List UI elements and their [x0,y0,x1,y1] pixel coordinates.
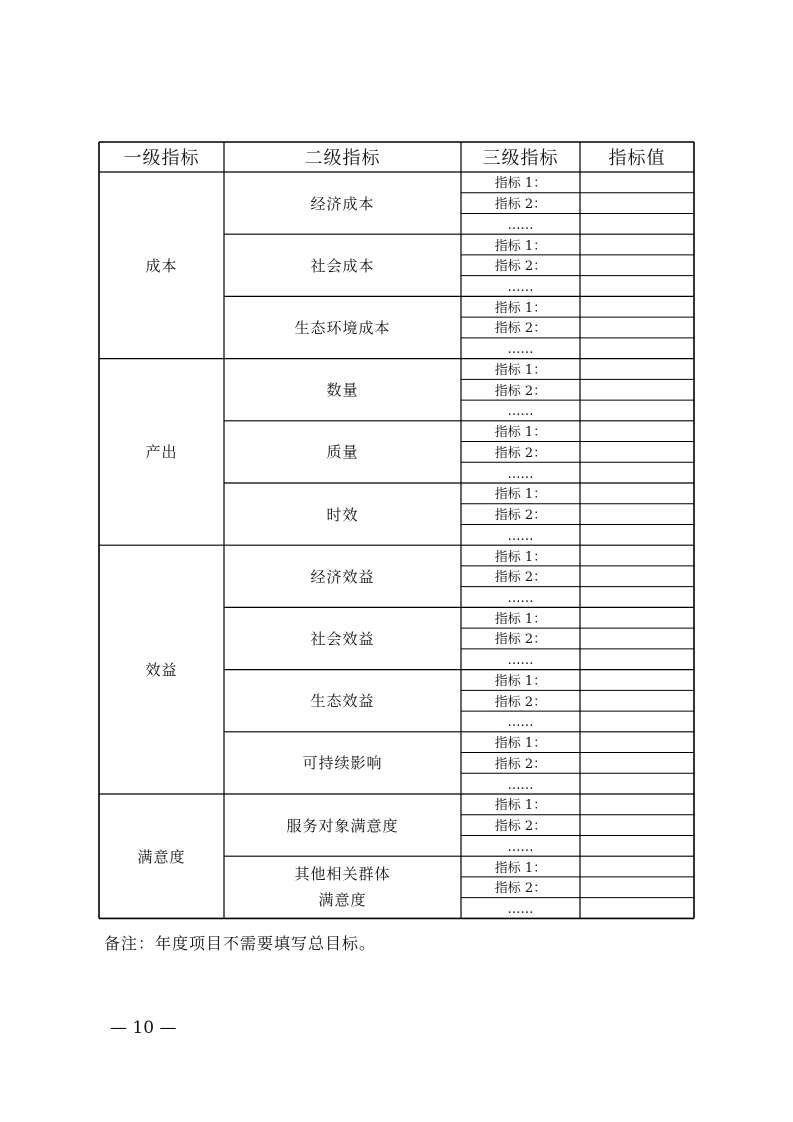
level2-indicator [224,670,461,732]
level2-indicator [224,856,461,918]
indicator-value-cell [580,338,694,359]
indicator-value-cell [580,234,694,255]
level2-indicator-line: 可持续影响 [302,754,383,773]
level2-indicator [224,794,461,856]
level3-indicator-label: 指标 2： [494,756,547,772]
indicator-value-cell [580,442,694,463]
indicator-value-cell [580,690,694,711]
level1-indicator: 产出 [145,443,178,462]
level2-indicator [224,607,461,669]
level2-indicator [224,172,461,234]
level2-indicator-line: 时效 [326,505,359,524]
level3-ellipsis: …… [507,777,534,793]
level3-indicator-label: 指标 1： [494,362,547,378]
indicator-value-cell [580,607,694,628]
level1-indicator: 效益 [145,661,178,680]
level3-indicator-label: 指标 1： [494,798,547,814]
level2-indicator-line: 社会效益 [310,629,375,648]
level3-indicator-label: 指标 2： [494,694,547,710]
level2-indicator [224,234,461,296]
indicator-value-cell [580,566,694,587]
indicator-value-cell [580,172,694,193]
level3-ellipsis: …… [507,342,534,358]
level3-ellipsis: …… [507,902,534,918]
level3-indicator-label: 指标 1： [494,176,547,192]
indicator-value-cell [580,773,694,794]
level3-ellipsis: …… [507,715,534,731]
indicator-value-cell [580,877,694,898]
level2-indicator-line: 社会成本 [310,256,375,275]
level3-indicator-label: 指标 1： [494,425,547,441]
level2-indicator-line: 服务对象满意度 [286,816,399,835]
level3-indicator-label: 指标 1： [494,549,547,565]
indicator-value-cell [580,421,694,442]
level3-indicator-label: 指标 2： [494,321,547,337]
indicator-value-cell [580,794,694,815]
level3-indicator-label: 指标 2： [494,819,547,835]
indicator-value-cell [580,815,694,836]
level2-indicator-line: 质量 [326,443,359,462]
level3-ellipsis: …… [507,528,534,544]
level3-indicator-label: 指标 1： [494,300,547,316]
level3-indicator-label: 指标 2： [494,197,547,213]
level3-indicator-label: 指标 1： [494,673,547,689]
level2-indicator-line: 经济成本 [310,194,375,213]
indicator-value-cell [580,545,694,566]
level3-indicator-label: 指标 2： [494,508,547,524]
level2-indicator-line: 生态效益 [310,692,375,711]
level2-indicator-line: 数量 [326,381,359,400]
indicator-value-cell [580,628,694,649]
level1-indicator: 成本 [145,256,178,275]
indicator-value-cell [580,213,694,234]
indicator-value-cell [580,898,694,919]
header-cell: 指标值 [608,148,666,169]
indicator-value-cell [580,711,694,732]
level3-indicator-label: 指标 1： [494,860,547,876]
level2-indicator-line: 其他相关群体 [294,865,391,884]
level2-indicator [224,296,461,358]
indicator-value-cell [580,400,694,421]
level2-indicator [224,359,461,421]
level3-ellipsis: …… [507,404,534,420]
indicator-value-cell [580,317,694,338]
level3-ellipsis: …… [507,280,534,296]
level3-ellipsis: …… [507,466,534,482]
level2-indicator [224,421,461,483]
level2-indicator-line: 经济效益 [310,567,375,586]
indicator-value-cell [580,193,694,214]
level1-indicator: 满意度 [137,847,186,866]
header-cell: 三级指标 [482,148,559,169]
indicator-value-cell [580,856,694,877]
indicator-value-cell [580,753,694,774]
table-note: 备注：年度项目不需要填写总目标。 [104,934,377,953]
level3-indicator-label: 指标 1： [494,487,547,503]
indicator-value-cell [580,524,694,545]
indicator-value-cell [580,359,694,380]
level2-indicator [224,545,461,607]
indicator-value-cell [580,732,694,753]
level3-indicator-label: 指标 2： [494,383,547,399]
indicator-value-cell [580,462,694,483]
indicator-value-cell [580,649,694,670]
level3-indicator-label: 指标 2： [494,632,547,648]
header-cell: 二级指标 [304,148,381,169]
level3-indicator-label: 指标 2： [494,259,547,275]
level3-ellipsis: …… [507,217,534,233]
indicator-value-cell [580,296,694,317]
indicator-value-cell [580,670,694,691]
level3-indicator-label: 指标 2： [494,445,547,461]
level3-indicator-label: 指标 1： [494,736,547,752]
indicator-value-cell [580,255,694,276]
header-cell: 一级指标 [123,148,200,169]
page-number: — 10 — [110,1018,177,1038]
level2-indicator [224,732,461,794]
indicator-value-cell [580,504,694,525]
level3-indicator-label: 指标 1： [494,611,547,627]
level3-indicator-label: 指标 1： [494,238,547,254]
level3-indicator-label: 指标 2： [494,570,547,586]
level3-ellipsis: …… [507,591,534,607]
level3-indicator-label: 指标 2： [494,881,547,897]
indicator-value-cell [580,483,694,504]
indicator-value-cell [580,379,694,400]
level2-indicator-line: 生态环境成本 [294,318,391,337]
level3-ellipsis: …… [507,839,534,855]
indicator-value-cell [580,835,694,856]
level2-indicator-line: 满意度 [318,891,367,910]
indicator-value-cell [580,587,694,608]
level2-indicator [224,483,461,545]
level3-ellipsis: …… [507,653,534,669]
indicator-value-cell [580,276,694,297]
